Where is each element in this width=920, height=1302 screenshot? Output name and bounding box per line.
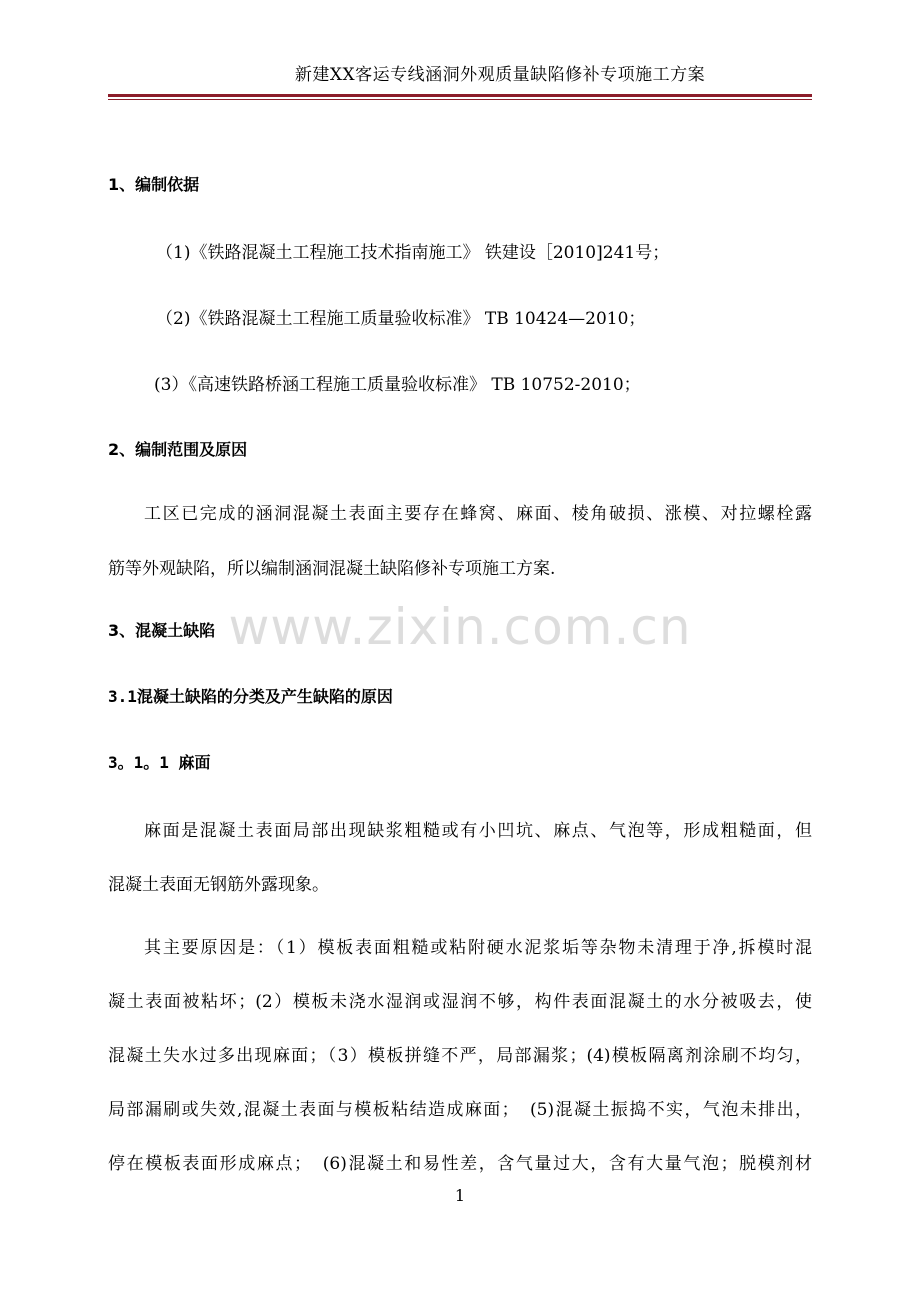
mamian-para-line-1: 麻面是混凝土表面局部出现缺浆粗糙或有小凹坑、麻点、气泡等，形成粗糙面，但 — [144, 821, 812, 841]
section-3-1-1-heading: 3。1。1 麻面 — [108, 753, 211, 772]
watermark: www.zixin.com.cn — [228, 598, 692, 656]
causes-para-line-4: 局部漏刷或失效,混凝土表面与模板粘结造成麻面； (5)混凝土振捣不实，气泡未排出， — [108, 1100, 812, 1120]
section-3-heading: 3、混凝土缺陷 — [108, 621, 216, 640]
header-title: 新建XX客运专线涵洞外观质量缺陷修补专项施工方案 — [294, 65, 706, 85]
page-number: 1 — [454, 1186, 466, 1205]
causes-para-line-3: 混凝土失水过多出现麻面；（3）模板拼缝不严，局部漏浆；(4)模板隔离剂涂刷不均匀， — [108, 1046, 812, 1066]
section-2-para-line-1: 工区已完成的涵洞混凝土表面主要存在蜂窝、麻面、棱角破损、涨模、对拉螺栓露 — [144, 504, 812, 524]
page-header — [0, 60, 920, 85]
causes-para-line-5: 停在模板表面形成麻点； (6)混凝土和易性差，含气量过大，含有大量气泡；脱模剂材 — [108, 1154, 812, 1174]
header-rule-thick — [108, 94, 812, 97]
causes-para-line-2: 凝土表面被粘坏；(2）模板未浇水湿润或湿润不够，构件表面混凝土的水分被吸去，使 — [108, 992, 812, 1012]
reference-item-2: （2)《铁路混凝土工程施工质量验收标准》 TB 10424—2010； — [156, 309, 646, 329]
section-2-para-line-2: 筋等外观缺陷，所以编制涵洞混凝土缺陷修补专项施工方案. — [108, 559, 556, 579]
reference-item-3: (3）《高速铁路桥涵工程施工质量验收标准》 TB 10752-2010； — [154, 375, 641, 395]
causes-para-line-1: 其主要原因是：（1）模板表面粗糙或粘附硬水泥浆垢等杂物未清理于净,拆模时混 — [144, 938, 812, 958]
reference-item-1: （1)《铁路混凝土工程施工技术指南施工》 铁建设［2010]241号； — [156, 243, 670, 263]
mamian-para-line-2: 混凝土表面无钢筋外露现象。 — [108, 875, 329, 895]
section-1-heading: 1、编制依据 — [108, 175, 200, 194]
section-3-1-heading: 3.1混凝土缺陷的分类及产生缺陷的原因 — [108, 687, 393, 706]
header-rule-thin — [108, 99, 812, 100]
section-2-heading: 2、编制范围及原因 — [108, 440, 248, 459]
